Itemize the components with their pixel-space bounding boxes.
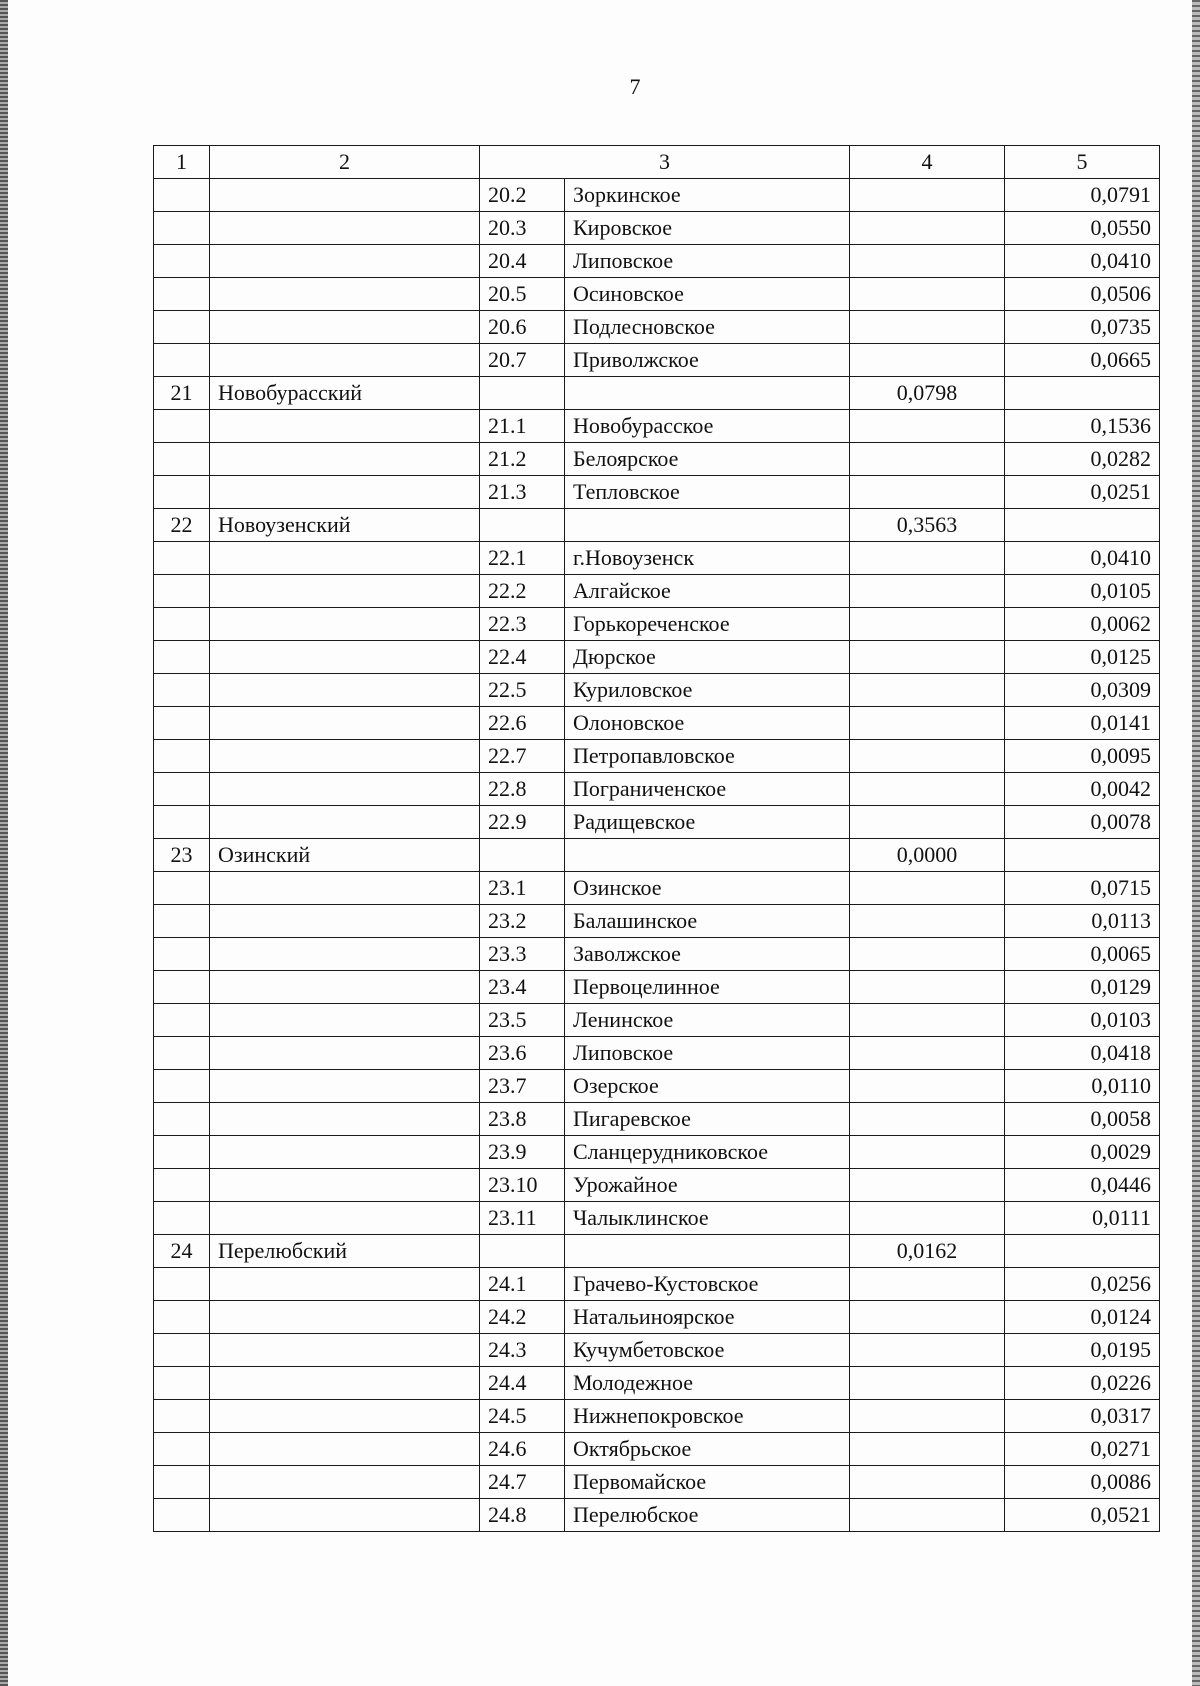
empty-cell bbox=[210, 740, 480, 773]
settlement-row bbox=[154, 1004, 1160, 1037]
settlement-number: 20.3 bbox=[480, 212, 565, 245]
empty-cell bbox=[210, 1202, 480, 1235]
empty-cell bbox=[850, 773, 1005, 806]
empty-cell bbox=[1005, 1235, 1160, 1268]
settlement-value: 0,0715 bbox=[1005, 872, 1160, 905]
empty-cell bbox=[850, 542, 1005, 575]
empty-cell bbox=[210, 278, 480, 311]
empty-cell bbox=[210, 674, 480, 707]
settlement-number: 20.5 bbox=[480, 278, 565, 311]
empty-cell bbox=[480, 839, 565, 872]
empty-cell bbox=[210, 1499, 480, 1532]
settlement-row bbox=[154, 707, 1160, 740]
settlement-number: 23.4 bbox=[480, 971, 565, 1004]
settlement-number: 22.3 bbox=[480, 608, 565, 641]
settlement-value: 0,0058 bbox=[1005, 1103, 1160, 1136]
settlement-name: Радищевское bbox=[565, 806, 850, 839]
empty-cell bbox=[850, 707, 1005, 740]
empty-cell bbox=[850, 674, 1005, 707]
settlement-name: Новобурасское bbox=[565, 410, 850, 443]
settlement-name: Липовское bbox=[565, 1037, 850, 1070]
settlement-value: 0,0141 bbox=[1005, 707, 1160, 740]
settlement-number: 23.8 bbox=[480, 1103, 565, 1136]
empty-cell bbox=[210, 476, 480, 509]
empty-cell bbox=[154, 1334, 210, 1367]
empty-cell bbox=[154, 179, 210, 212]
settlement-number: 24.5 bbox=[480, 1400, 565, 1433]
empty-cell bbox=[210, 410, 480, 443]
settlement-value: 0,0124 bbox=[1005, 1301, 1160, 1334]
settlement-row bbox=[154, 212, 1160, 245]
empty-cell bbox=[154, 641, 210, 674]
empty-cell bbox=[565, 509, 850, 542]
settlement-name: Молодежное bbox=[565, 1367, 850, 1400]
settlement-value: 0,0078 bbox=[1005, 806, 1160, 839]
settlement-value: 0,0410 bbox=[1005, 245, 1160, 278]
empty-cell bbox=[210, 311, 480, 344]
settlement-number: 23.1 bbox=[480, 872, 565, 905]
empty-cell bbox=[154, 1103, 210, 1136]
settlement-value: 0,0095 bbox=[1005, 740, 1160, 773]
settlement-row bbox=[154, 1466, 1160, 1499]
settlement-row bbox=[154, 1301, 1160, 1334]
empty-cell bbox=[210, 905, 480, 938]
settlement-number: 24.8 bbox=[480, 1499, 565, 1532]
settlement-row bbox=[154, 1169, 1160, 1202]
empty-cell bbox=[154, 1499, 210, 1532]
empty-cell bbox=[850, 575, 1005, 608]
settlement-row bbox=[154, 443, 1160, 476]
empty-cell bbox=[565, 839, 850, 872]
settlement-number: 23.11 bbox=[480, 1202, 565, 1235]
empty-cell bbox=[850, 872, 1005, 905]
settlement-number: 22.6 bbox=[480, 707, 565, 740]
settlement-name: Горькореченское bbox=[565, 608, 850, 641]
empty-cell bbox=[210, 1037, 480, 1070]
empty-cell bbox=[850, 1466, 1005, 1499]
page-number: 7 bbox=[629, 74, 641, 99]
settlement-value: 0,0521 bbox=[1005, 1499, 1160, 1532]
settlement-row bbox=[154, 674, 1160, 707]
empty-cell bbox=[154, 1301, 210, 1334]
empty-cell bbox=[154, 905, 210, 938]
empty-cell bbox=[210, 542, 480, 575]
empty-cell bbox=[154, 707, 210, 740]
settlement-row bbox=[154, 245, 1160, 278]
settlement-number: 20.2 bbox=[480, 179, 565, 212]
settlement-value: 0,0309 bbox=[1005, 674, 1160, 707]
settlement-name: Озерское bbox=[565, 1070, 850, 1103]
settlement-row bbox=[154, 1268, 1160, 1301]
empty-cell bbox=[210, 806, 480, 839]
settlement-value: 0,0042 bbox=[1005, 773, 1160, 806]
empty-cell bbox=[210, 1136, 480, 1169]
settlement-number: 21.3 bbox=[480, 476, 565, 509]
district-row bbox=[154, 839, 1160, 872]
district-name: Озинский bbox=[210, 839, 480, 872]
settlement-value: 0,0271 bbox=[1005, 1433, 1160, 1466]
settlement-name: г.Новоузенск bbox=[565, 542, 850, 575]
empty-cell bbox=[154, 1433, 210, 1466]
settlement-number: 23.3 bbox=[480, 938, 565, 971]
empty-cell bbox=[154, 1136, 210, 1169]
empty-cell bbox=[850, 1103, 1005, 1136]
district-value: 0,0798 bbox=[850, 377, 1005, 410]
settlement-row bbox=[154, 608, 1160, 641]
settlement-number: 20.6 bbox=[480, 311, 565, 344]
empty-cell bbox=[850, 1202, 1005, 1235]
settlement-row bbox=[154, 476, 1160, 509]
empty-cell bbox=[154, 1004, 210, 1037]
district-row bbox=[154, 509, 1160, 542]
settlement-row bbox=[154, 971, 1160, 1004]
empty-cell bbox=[210, 608, 480, 641]
settlement-name: Нижнепокровское bbox=[565, 1400, 850, 1433]
header-cell-2: 2 bbox=[210, 146, 480, 179]
settlement-value: 0,0111 bbox=[1005, 1202, 1160, 1235]
settlement-number: 23.10 bbox=[480, 1169, 565, 1202]
district-number: 24 bbox=[154, 1235, 210, 1268]
settlement-value: 0,0410 bbox=[1005, 542, 1160, 575]
settlement-row bbox=[154, 1433, 1160, 1466]
settlement-name: Чалыклинское bbox=[565, 1202, 850, 1235]
district-value: 0,3563 bbox=[850, 509, 1005, 542]
settlement-name: Пигаревское bbox=[565, 1103, 850, 1136]
empty-cell bbox=[210, 641, 480, 674]
settlement-name: Урожайное bbox=[565, 1169, 850, 1202]
empty-cell bbox=[850, 245, 1005, 278]
empty-cell bbox=[154, 1400, 210, 1433]
settlement-name: Натальиноярское bbox=[565, 1301, 850, 1334]
empty-cell bbox=[210, 344, 480, 377]
empty-cell bbox=[210, 212, 480, 245]
settlement-row bbox=[154, 311, 1160, 344]
settlement-value: 0,0251 bbox=[1005, 476, 1160, 509]
settlement-name: Осиновское bbox=[565, 278, 850, 311]
settlement-name: Первомайское bbox=[565, 1466, 850, 1499]
empty-cell bbox=[850, 1037, 1005, 1070]
settlement-row bbox=[154, 1334, 1160, 1367]
settlement-number: 23.9 bbox=[480, 1136, 565, 1169]
district-name: Перелюбский bbox=[210, 1235, 480, 1268]
settlement-row bbox=[154, 740, 1160, 773]
data-table bbox=[153, 145, 1160, 1532]
empty-cell bbox=[154, 938, 210, 971]
settlement-name: Липовское bbox=[565, 245, 850, 278]
settlement-row bbox=[154, 410, 1160, 443]
empty-cell bbox=[1005, 377, 1160, 410]
district-name: Новобурасский bbox=[210, 377, 480, 410]
empty-cell bbox=[850, 212, 1005, 245]
empty-cell bbox=[210, 1169, 480, 1202]
empty-cell bbox=[850, 1004, 1005, 1037]
scan-edge-left bbox=[0, 0, 8, 1686]
settlement-value: 0,0113 bbox=[1005, 905, 1160, 938]
empty-cell bbox=[850, 1301, 1005, 1334]
settlement-number: 24.6 bbox=[480, 1433, 565, 1466]
settlement-value: 0,0282 bbox=[1005, 443, 1160, 476]
settlement-name: Грачево-Кустовское bbox=[565, 1268, 850, 1301]
settlement-value: 0,0103 bbox=[1005, 1004, 1160, 1037]
empty-cell bbox=[154, 1070, 210, 1103]
district-number: 22 bbox=[154, 509, 210, 542]
empty-cell bbox=[480, 1235, 565, 1268]
settlement-value: 0,0226 bbox=[1005, 1367, 1160, 1400]
settlement-row bbox=[154, 278, 1160, 311]
settlement-value: 0,0791 bbox=[1005, 179, 1160, 212]
settlement-row bbox=[154, 938, 1160, 971]
empty-cell bbox=[850, 1499, 1005, 1532]
empty-cell bbox=[850, 476, 1005, 509]
settlement-row bbox=[154, 905, 1160, 938]
empty-cell bbox=[154, 1466, 210, 1499]
header-row bbox=[154, 146, 1160, 179]
empty-cell bbox=[154, 278, 210, 311]
scan-edge-right bbox=[1192, 0, 1200, 1686]
settlement-name: Подлесновское bbox=[565, 311, 850, 344]
empty-cell bbox=[154, 872, 210, 905]
settlement-name: Алгайское bbox=[565, 575, 850, 608]
settlement-value: 0,1536 bbox=[1005, 410, 1160, 443]
empty-cell bbox=[850, 938, 1005, 971]
settlement-value: 0,0665 bbox=[1005, 344, 1160, 377]
empty-cell bbox=[210, 1466, 480, 1499]
settlement-name: Кировское bbox=[565, 212, 850, 245]
settlement-number: 22.4 bbox=[480, 641, 565, 674]
settlement-value: 0,0446 bbox=[1005, 1169, 1160, 1202]
settlement-number: 22.7 bbox=[480, 740, 565, 773]
district-number: 23 bbox=[154, 839, 210, 872]
settlement-number: 22.9 bbox=[480, 806, 565, 839]
empty-cell bbox=[850, 1169, 1005, 1202]
empty-cell bbox=[154, 1202, 210, 1235]
settlement-name: Октябрьское bbox=[565, 1433, 850, 1466]
district-row bbox=[154, 377, 1160, 410]
empty-cell bbox=[154, 1367, 210, 1400]
empty-cell bbox=[210, 773, 480, 806]
settlement-name: Кучумбетовское bbox=[565, 1334, 850, 1367]
district-row bbox=[154, 1235, 1160, 1268]
empty-cell bbox=[565, 1235, 850, 1268]
settlement-row bbox=[154, 1136, 1160, 1169]
settlement-number: 23.7 bbox=[480, 1070, 565, 1103]
settlement-name: Белоярское bbox=[565, 443, 850, 476]
empty-cell bbox=[850, 443, 1005, 476]
settlement-number: 22.1 bbox=[480, 542, 565, 575]
empty-cell bbox=[210, 1301, 480, 1334]
settlement-number: 20.7 bbox=[480, 344, 565, 377]
settlement-name: Куриловское bbox=[565, 674, 850, 707]
empty-cell bbox=[154, 311, 210, 344]
settlement-row bbox=[154, 1367, 1160, 1400]
empty-cell bbox=[210, 1367, 480, 1400]
header-cell-1: 1 bbox=[154, 146, 210, 179]
empty-cell bbox=[480, 509, 565, 542]
table-body bbox=[154, 146, 1160, 1532]
settlement-name: Балашинское bbox=[565, 905, 850, 938]
empty-cell bbox=[850, 1268, 1005, 1301]
settlement-row bbox=[154, 575, 1160, 608]
settlement-name: Заволжское bbox=[565, 938, 850, 971]
settlement-value: 0,0110 bbox=[1005, 1070, 1160, 1103]
district-number: 21 bbox=[154, 377, 210, 410]
settlement-value: 0,0418 bbox=[1005, 1037, 1160, 1070]
empty-cell bbox=[154, 212, 210, 245]
settlement-name: Петропавловское bbox=[565, 740, 850, 773]
settlement-row bbox=[154, 1202, 1160, 1235]
settlement-row bbox=[154, 806, 1160, 839]
settlement-name: Пограниченское bbox=[565, 773, 850, 806]
settlement-number: 21.2 bbox=[480, 443, 565, 476]
empty-cell bbox=[210, 1004, 480, 1037]
empty-cell bbox=[210, 1070, 480, 1103]
settlement-name: Дюрское bbox=[565, 641, 850, 674]
settlement-row bbox=[154, 1037, 1160, 1070]
empty-cell bbox=[850, 905, 1005, 938]
settlement-number: 24.4 bbox=[480, 1367, 565, 1400]
empty-cell bbox=[154, 674, 210, 707]
settlement-name: Перелюбское bbox=[565, 1499, 850, 1532]
empty-cell bbox=[850, 740, 1005, 773]
empty-cell bbox=[850, 1070, 1005, 1103]
empty-cell bbox=[480, 377, 565, 410]
settlement-value: 0,0506 bbox=[1005, 278, 1160, 311]
empty-cell bbox=[850, 179, 1005, 212]
settlement-row bbox=[154, 344, 1160, 377]
empty-cell bbox=[850, 1367, 1005, 1400]
header-cell-4: 4 bbox=[850, 146, 1005, 179]
settlement-row bbox=[154, 872, 1160, 905]
settlement-row bbox=[154, 1400, 1160, 1433]
settlement-row bbox=[154, 1103, 1160, 1136]
settlement-name: Тепловское bbox=[565, 476, 850, 509]
settlement-number: 23.6 bbox=[480, 1037, 565, 1070]
district-name: Новоузенский bbox=[210, 509, 480, 542]
settlement-name: Озинское bbox=[565, 872, 850, 905]
empty-cell bbox=[154, 542, 210, 575]
empty-cell bbox=[154, 773, 210, 806]
settlement-number: 23.5 bbox=[480, 1004, 565, 1037]
empty-cell bbox=[850, 311, 1005, 344]
settlement-name: Сланцерудниковское bbox=[565, 1136, 850, 1169]
empty-cell bbox=[154, 971, 210, 1004]
settlement-value: 0,0065 bbox=[1005, 938, 1160, 971]
settlement-number: 24.3 bbox=[480, 1334, 565, 1367]
empty-cell bbox=[210, 1433, 480, 1466]
settlement-number: 23.2 bbox=[480, 905, 565, 938]
settlement-number: 20.4 bbox=[480, 245, 565, 278]
settlement-name: Олоновское bbox=[565, 707, 850, 740]
empty-cell bbox=[850, 641, 1005, 674]
settlement-name: Приволжское bbox=[565, 344, 850, 377]
settlement-row bbox=[154, 179, 1160, 212]
empty-cell bbox=[154, 740, 210, 773]
settlement-value: 0,0062 bbox=[1005, 608, 1160, 641]
settlement-value: 0,0086 bbox=[1005, 1466, 1160, 1499]
district-value: 0,0162 bbox=[850, 1235, 1005, 1268]
empty-cell bbox=[210, 1103, 480, 1136]
settlement-number: 24.2 bbox=[480, 1301, 565, 1334]
empty-cell bbox=[850, 971, 1005, 1004]
settlement-value: 0,0735 bbox=[1005, 311, 1160, 344]
settlement-number: 24.1 bbox=[480, 1268, 565, 1301]
header-cell-5: 5 bbox=[1005, 146, 1160, 179]
settlement-row bbox=[154, 641, 1160, 674]
empty-cell bbox=[154, 344, 210, 377]
empty-cell bbox=[154, 1037, 210, 1070]
empty-cell bbox=[850, 608, 1005, 641]
empty-cell bbox=[565, 377, 850, 410]
empty-cell bbox=[154, 608, 210, 641]
settlement-name: Зоркинское bbox=[565, 179, 850, 212]
settlement-number: 22.2 bbox=[480, 575, 565, 608]
empty-cell bbox=[850, 410, 1005, 443]
settlement-value: 0,0195 bbox=[1005, 1334, 1160, 1367]
empty-cell bbox=[154, 410, 210, 443]
empty-cell bbox=[850, 1136, 1005, 1169]
settlement-number: 21.1 bbox=[480, 410, 565, 443]
settlement-row bbox=[154, 1499, 1160, 1532]
settlement-number: 24.7 bbox=[480, 1466, 565, 1499]
settlement-value: 0,0256 bbox=[1005, 1268, 1160, 1301]
empty-cell bbox=[1005, 509, 1160, 542]
settlement-name: Первоцелинное bbox=[565, 971, 850, 1004]
settlement-value: 0,0317 bbox=[1005, 1400, 1160, 1433]
empty-cell bbox=[210, 1400, 480, 1433]
settlement-value: 0,0029 bbox=[1005, 1136, 1160, 1169]
settlement-value: 0,0129 bbox=[1005, 971, 1160, 1004]
settlement-number: 22.5 bbox=[480, 674, 565, 707]
settlement-number: 22.8 bbox=[480, 773, 565, 806]
empty-cell bbox=[210, 245, 480, 278]
empty-cell bbox=[210, 179, 480, 212]
settlement-name: Ленинское bbox=[565, 1004, 850, 1037]
empty-cell bbox=[850, 344, 1005, 377]
settlement-value: 0,0105 bbox=[1005, 575, 1160, 608]
empty-cell bbox=[210, 872, 480, 905]
empty-cell bbox=[850, 1334, 1005, 1367]
settlement-value: 0,0550 bbox=[1005, 212, 1160, 245]
settlement-value: 0,0125 bbox=[1005, 641, 1160, 674]
empty-cell bbox=[850, 278, 1005, 311]
settlement-row bbox=[154, 773, 1160, 806]
district-value: 0,0000 bbox=[850, 839, 1005, 872]
empty-cell bbox=[1005, 839, 1160, 872]
empty-cell bbox=[154, 443, 210, 476]
empty-cell bbox=[850, 1433, 1005, 1466]
empty-cell bbox=[154, 476, 210, 509]
empty-cell bbox=[210, 1268, 480, 1301]
empty-cell bbox=[210, 443, 480, 476]
empty-cell bbox=[154, 1268, 210, 1301]
empty-cell bbox=[154, 245, 210, 278]
empty-cell bbox=[154, 575, 210, 608]
empty-cell bbox=[154, 806, 210, 839]
empty-cell bbox=[210, 575, 480, 608]
empty-cell bbox=[850, 1400, 1005, 1433]
settlement-row bbox=[154, 542, 1160, 575]
empty-cell bbox=[210, 707, 480, 740]
empty-cell bbox=[210, 971, 480, 1004]
empty-cell bbox=[210, 1334, 480, 1367]
header-cell-3: 3 bbox=[480, 146, 850, 179]
empty-cell bbox=[154, 1169, 210, 1202]
empty-cell bbox=[850, 806, 1005, 839]
empty-cell bbox=[210, 938, 480, 971]
settlement-row bbox=[154, 1070, 1160, 1103]
